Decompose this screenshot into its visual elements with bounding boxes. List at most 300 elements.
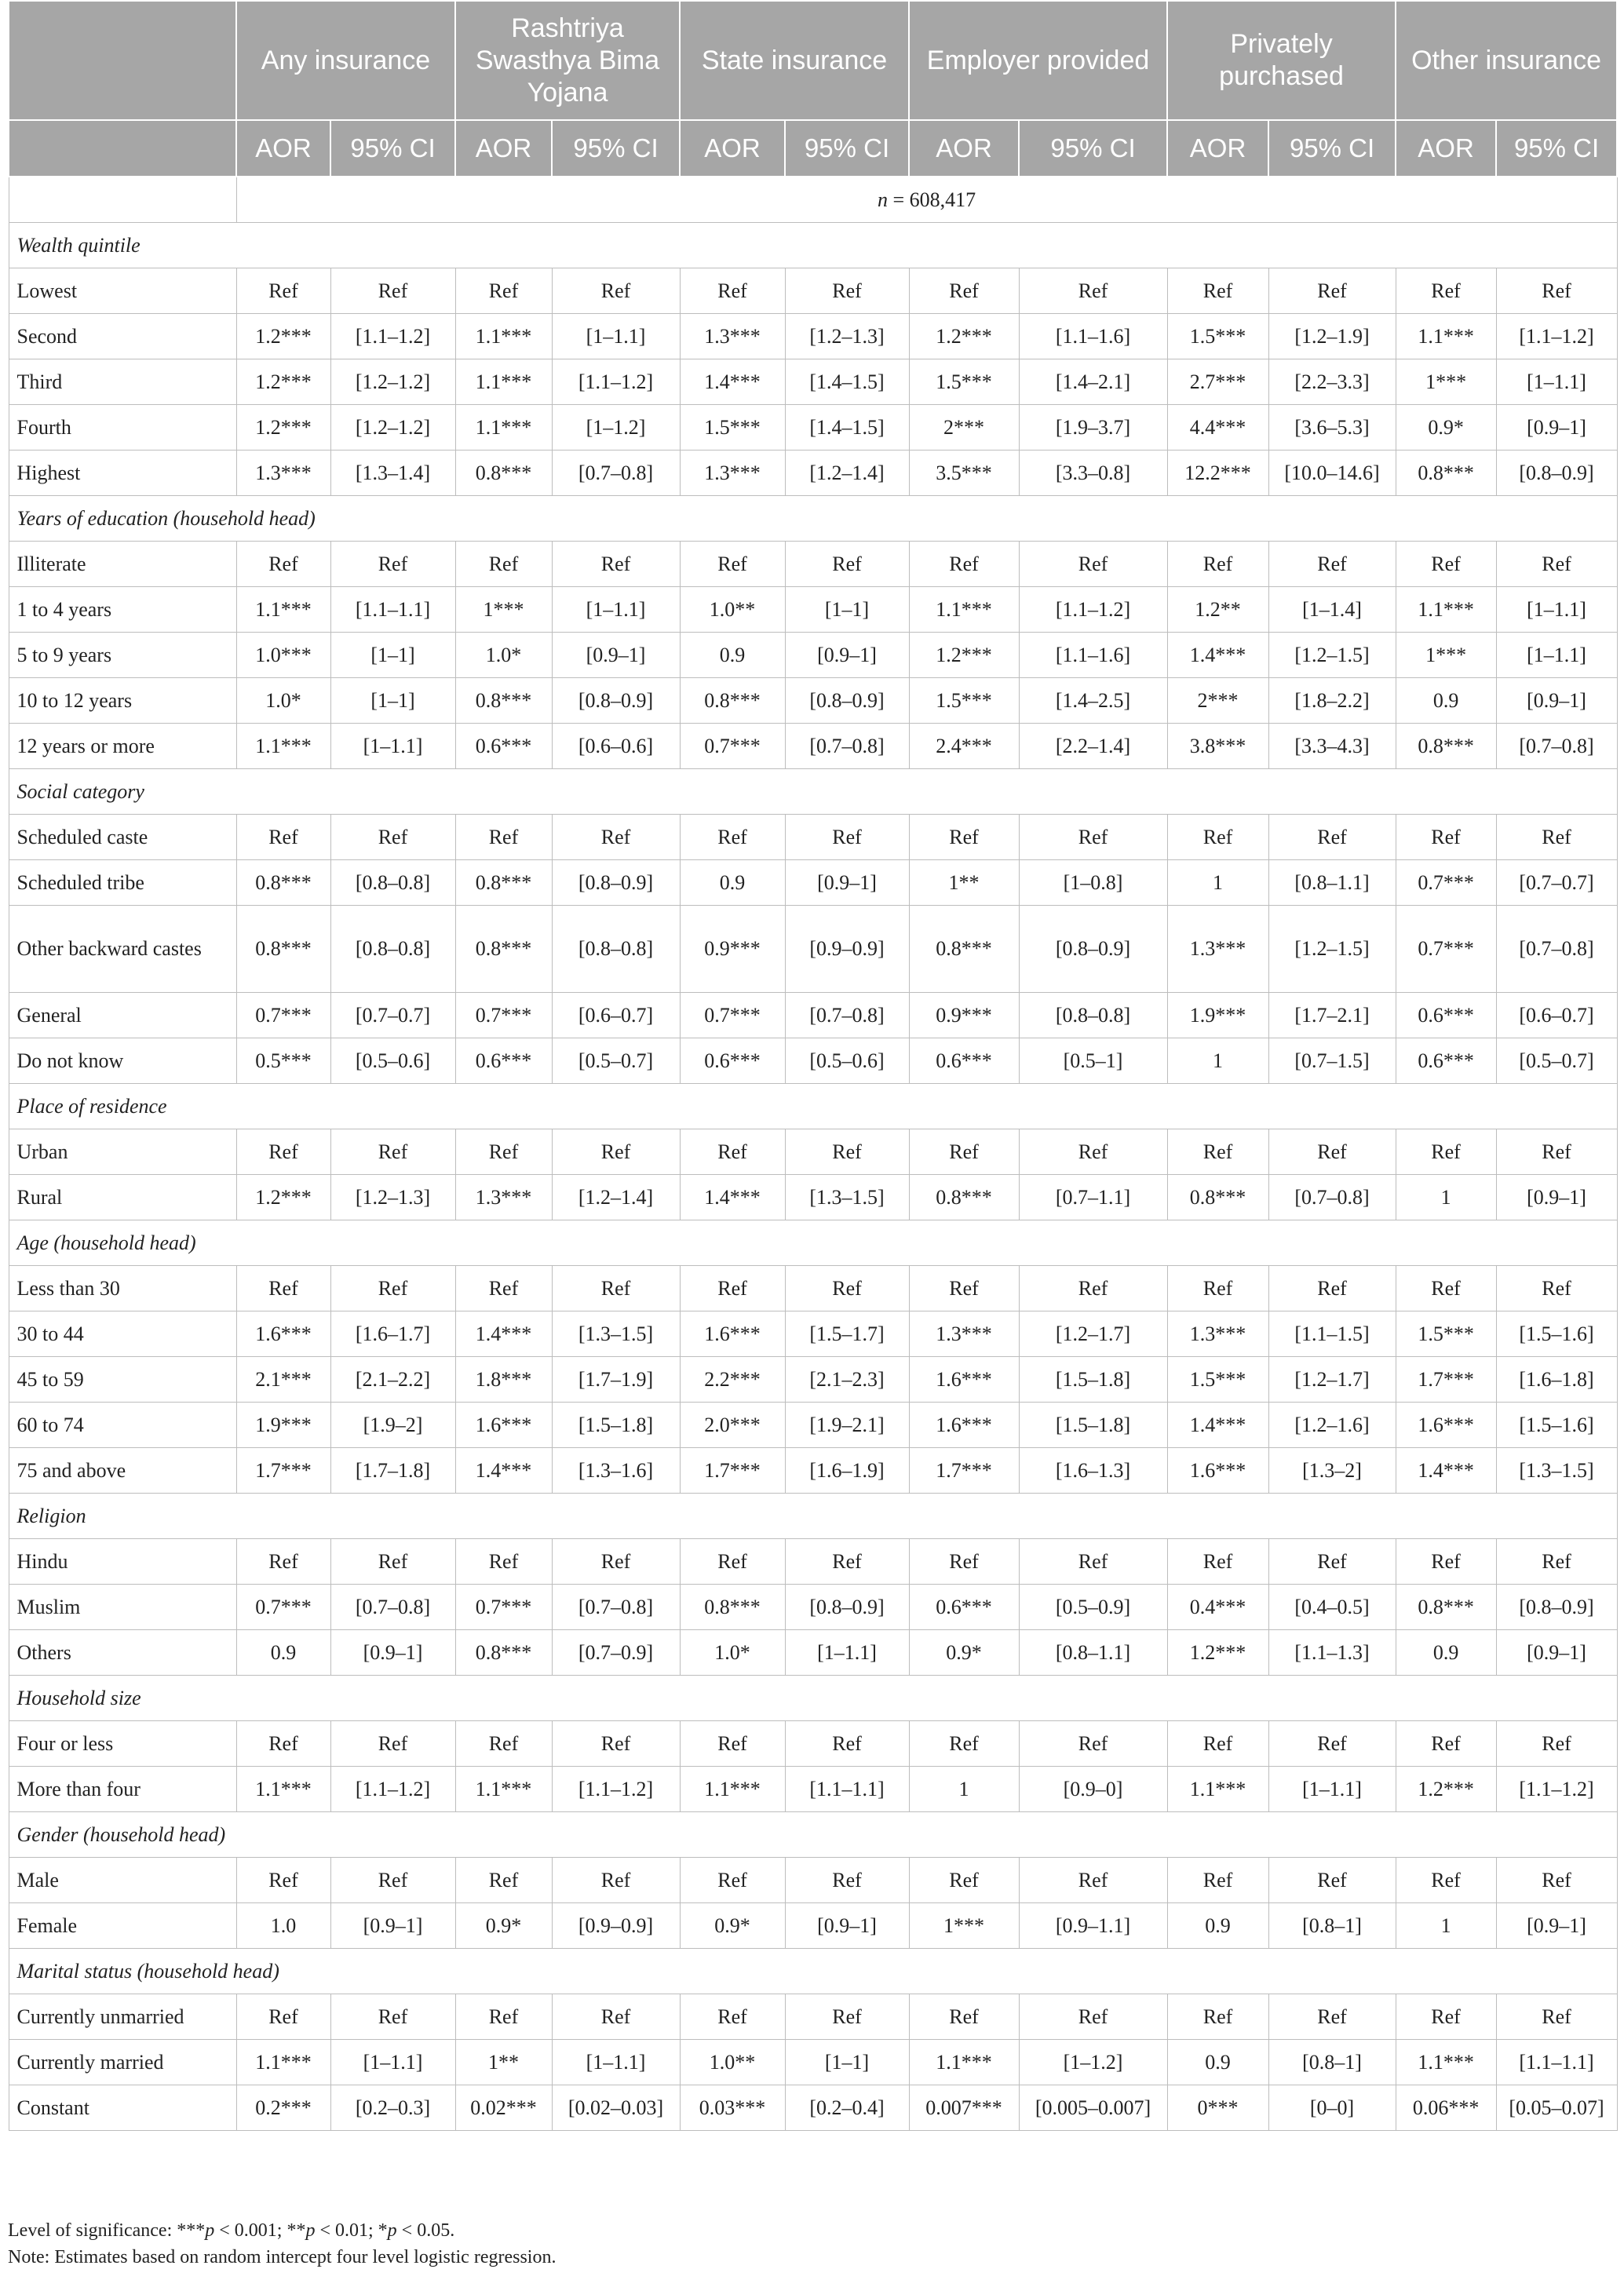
ci-cell: Ref [1268, 815, 1396, 860]
ci-cell: [1.1–1.1] [330, 587, 455, 633]
sample-size [236, 177, 1617, 223]
aor-cell: 1.1*** [455, 1767, 552, 1812]
table-row [9, 2040, 1617, 2085]
ci-cell: Ref [1268, 1858, 1396, 1903]
aor-cell: Ref [1167, 815, 1268, 860]
ci-cell: [2.2–1.4] [1019, 724, 1167, 769]
row-label: Third [9, 359, 236, 405]
table-row [9, 906, 1617, 993]
ci-cell: [1.3–1.5] [785, 1175, 909, 1220]
ci-cell: [0.005–0.007] [1019, 2085, 1167, 2131]
ci-cell: [0.7–0.7] [330, 993, 455, 1038]
aor-cell: 1.1*** [1396, 587, 1496, 633]
category-header: Privately purchased [1167, 1, 1396, 120]
ci-cell: [0.7–0.8] [785, 724, 909, 769]
ci-cell: [1.3–2] [1268, 1448, 1396, 1494]
aor-cell: 0.2*** [236, 2085, 330, 2131]
aor-cell: 1.4*** [455, 1448, 552, 1494]
n-value: = 608,417 [887, 188, 976, 211]
ci-cell: [1.1–1.2] [552, 359, 680, 405]
significance-note: Level of significance: ***p < 0.001; **p < 0.01; *p < 0.05. [8, 2220, 455, 2241]
ci-cell: Ref [1268, 542, 1396, 587]
aor-cell: 0.9 [1396, 678, 1496, 724]
aor-cell: 0.7*** [455, 1585, 552, 1630]
table-body [9, 177, 1617, 2131]
ci-cell: [1.9–2.1] [785, 1403, 909, 1448]
ci-header: 95% CI [1019, 120, 1167, 177]
ci-cell: Ref [785, 1858, 909, 1903]
ci-cell: [0.8–0.9] [785, 678, 909, 724]
aor-cell: Ref [1167, 542, 1268, 587]
ci-cell: Ref [785, 815, 909, 860]
aor-cell: Ref [680, 815, 785, 860]
aor-cell: 1 [1167, 1038, 1268, 1084]
ci-cell: [1.4–2.1] [1019, 359, 1167, 405]
aor-cell: Ref [455, 1539, 552, 1585]
ci-cell: Ref [1496, 1721, 1617, 1767]
table-row [9, 1630, 1617, 1676]
table-row [9, 815, 1617, 860]
aor-cell: 1.6*** [680, 1311, 785, 1357]
aor-cell: Ref [909, 1129, 1019, 1175]
ci-cell: [0.8–0.9] [1019, 906, 1167, 993]
aor-cell: 0.007*** [909, 2085, 1019, 2131]
aor-cell: Ref [1167, 1539, 1268, 1585]
aor-cell: Ref [455, 542, 552, 587]
aor-cell: 0.6*** [909, 1585, 1019, 1630]
aor-cell: 0.9 [1396, 1630, 1496, 1676]
ci-cell: [0.8–0.8] [330, 860, 455, 906]
aor-cell: 0.9*** [909, 993, 1019, 1038]
ci-cell: [1.2–1.7] [1268, 1357, 1396, 1403]
aor-cell: Ref [236, 1858, 330, 1903]
ci-cell: [0.5–0.6] [330, 1038, 455, 1084]
aor-cell: 1.2*** [236, 405, 330, 451]
row-label: Other backward castes [9, 906, 236, 993]
ci-cell: [1.2–1.4] [785, 451, 909, 496]
ci-cell: [0.9–1] [785, 1903, 909, 1949]
ci-cell: [1.1–1.1] [785, 1767, 909, 1812]
ci-cell: [0.5–0.7] [1496, 1038, 1617, 1084]
ci-cell: [0.9–1] [330, 1903, 455, 1949]
row-label: Lowest [9, 268, 236, 314]
ci-cell: Ref [785, 1994, 909, 2040]
aor-cell: 1.6*** [909, 1357, 1019, 1403]
aor-cell: 1.1*** [236, 587, 330, 633]
section-row [9, 1494, 1617, 1539]
aor-cell: 1.8*** [455, 1357, 552, 1403]
ci-cell: [1.5–1.7] [785, 1311, 909, 1357]
ci-cell: Ref [330, 1721, 455, 1767]
aor-cell: 1.1*** [455, 405, 552, 451]
aor-cell: 0.8*** [455, 1630, 552, 1676]
ci-cell: Ref [785, 1266, 909, 1311]
aor-cell: 0.8*** [236, 860, 330, 906]
ci-cell: [0.7–0.8] [1496, 724, 1617, 769]
ci-cell: [0.6–0.7] [1496, 993, 1617, 1038]
corner-cell [9, 1, 236, 120]
method-note: Note: Estimates based on random intercept four level logistic regression. [8, 2247, 557, 2267]
ci-cell: Ref [1019, 1266, 1167, 1311]
aor-cell: Ref [680, 1994, 785, 2040]
aor-cell: 0.8*** [909, 906, 1019, 993]
ci-cell: [0.7–0.7] [1496, 860, 1617, 906]
ci-cell: [1.4–2.5] [1019, 678, 1167, 724]
aor-cell: 1.4*** [455, 1311, 552, 1357]
aor-cell: 1*** [1396, 633, 1496, 678]
section-heading: Years of education (household head) [9, 496, 1617, 542]
aor-header: AOR [1396, 120, 1496, 177]
aor-cell: 0.02*** [455, 2085, 552, 2131]
aor-cell: Ref [1396, 1994, 1496, 2040]
ci-cell: [0.9–1] [785, 633, 909, 678]
row-label: Currently unmarried [9, 1994, 236, 2040]
aor-cell: Ref [909, 1721, 1019, 1767]
aor-cell: 0.7*** [455, 993, 552, 1038]
aor-cell: Ref [455, 1994, 552, 2040]
aor-cell: 0.06*** [1396, 2085, 1496, 2131]
row-label: General [9, 993, 236, 1038]
aor-cell: Ref [455, 815, 552, 860]
aor-cell: Ref [1396, 1266, 1496, 1311]
aor-cell: 1*** [1396, 359, 1496, 405]
ci-cell: Ref [1019, 268, 1167, 314]
aor-cell: 1.3*** [455, 1175, 552, 1220]
aor-cell: 0.9 [236, 1630, 330, 1676]
ci-cell: Ref [552, 815, 680, 860]
ci-cell: Ref [1496, 1994, 1617, 2040]
aor-header: AOR [1167, 120, 1268, 177]
row-label: Urban [9, 1129, 236, 1175]
ci-cell: [0.8–0.9] [552, 860, 680, 906]
table-row [9, 1129, 1617, 1175]
ci-cell: Ref [330, 1266, 455, 1311]
ci-cell: [0.6–0.6] [552, 724, 680, 769]
aor-cell: 0.8*** [1396, 724, 1496, 769]
ci-cell: Ref [785, 542, 909, 587]
section-heading: Social category [9, 769, 1617, 815]
table-row [9, 587, 1617, 633]
ci-cell: [0.9–0.9] [552, 1903, 680, 1949]
ci-cell: [2.1–2.3] [785, 1357, 909, 1403]
table-header [9, 1, 1617, 177]
aor-cell: 0.7*** [680, 993, 785, 1038]
ci-cell: [0.8–1.1] [1019, 1630, 1167, 1676]
ci-cell: [0.9–0.9] [785, 906, 909, 993]
ci-cell: [3.3–0.8] [1019, 451, 1167, 496]
aor-cell: Ref [909, 1266, 1019, 1311]
ci-cell: Ref [1496, 1129, 1617, 1175]
ci-cell: [2.2–3.3] [1268, 359, 1396, 405]
ci-cell: [0.9–1] [1496, 1903, 1617, 1949]
table-row [9, 633, 1617, 678]
aor-cell: 0.7*** [680, 724, 785, 769]
aor-cell: 0.8*** [455, 860, 552, 906]
aor-cell: Ref [680, 542, 785, 587]
ci-cell: [0.8–0.8] [1019, 993, 1167, 1038]
aor-cell: 1.1*** [236, 724, 330, 769]
ci-cell: [1.3–1.5] [552, 1311, 680, 1357]
aor-cell: 1.4*** [680, 359, 785, 405]
aor-cell: Ref [1396, 542, 1496, 587]
ci-cell: Ref [552, 1721, 680, 1767]
table-row [9, 314, 1617, 359]
aor-cell: 3.8*** [1167, 724, 1268, 769]
aor-cell: 1.5*** [680, 405, 785, 451]
aor-cell: 1.5*** [1396, 1311, 1496, 1357]
table-row [9, 1357, 1617, 1403]
aor-cell: 0.7*** [236, 993, 330, 1038]
ci-cell: Ref [1019, 1539, 1167, 1585]
ci-cell: Ref [1496, 815, 1617, 860]
aor-cell: 0.5*** [236, 1038, 330, 1084]
aor-cell: Ref [1396, 1858, 1496, 1903]
ci-cell: Ref [1019, 1994, 1167, 2040]
ci-cell: [0.9–1] [330, 1630, 455, 1676]
aor-cell: 0.9* [1396, 405, 1496, 451]
category-header: Any insurance [236, 1, 455, 120]
aor-cell: Ref [680, 1858, 785, 1903]
aor-cell: 2.4*** [909, 724, 1019, 769]
ci-cell: [10.0–14.6] [1268, 451, 1396, 496]
aor-cell: Ref [909, 1858, 1019, 1903]
aor-cell: 0.8*** [455, 451, 552, 496]
row-label: Rural [9, 1175, 236, 1220]
row-label: Second [9, 314, 236, 359]
row-label: Constant [9, 2085, 236, 2131]
ci-cell: [0.9–0] [1019, 1767, 1167, 1812]
table-row [9, 1311, 1617, 1357]
ci-cell: [0.05–0.07] [1496, 2085, 1617, 2131]
ci-cell: [1.1–1.2] [1019, 587, 1167, 633]
ci-cell: [1–1] [785, 587, 909, 633]
ci-cell: Ref [552, 1858, 680, 1903]
ci-cell: Ref [1496, 1858, 1617, 1903]
ci-cell: [0.8–0.9] [1496, 451, 1617, 496]
aor-cell: Ref [455, 1858, 552, 1903]
aor-cell: 0.7*** [236, 1585, 330, 1630]
table-row [9, 1175, 1617, 1220]
aor-cell: 1.1*** [455, 359, 552, 405]
table-row [9, 1767, 1617, 1812]
aor-cell: 0.7*** [1396, 860, 1496, 906]
row-label: Four or less [9, 1721, 236, 1767]
ci-cell: [1–1.1] [552, 314, 680, 359]
sample-size-row [9, 177, 1617, 223]
ci-cell: [1–1.1] [552, 2040, 680, 2085]
ci-cell: Ref [552, 1539, 680, 1585]
ci-cell: [1.1–1.3] [1268, 1630, 1396, 1676]
aor-cell: 0.7*** [1396, 906, 1496, 993]
aor-cell: 2*** [909, 405, 1019, 451]
category-header: Employer provided [909, 1, 1167, 120]
aor-cell: 0.9* [909, 1630, 1019, 1676]
ci-cell: [1.7–2.1] [1268, 993, 1396, 1038]
aor-cell: 1.7*** [680, 1448, 785, 1494]
section-heading: Age (household head) [9, 1220, 1617, 1266]
aor-cell: 1.0*** [236, 633, 330, 678]
ci-cell: [0.8–0.8] [552, 906, 680, 993]
ci-cell: [1.7–1.8] [330, 1448, 455, 1494]
aor-cell: Ref [1167, 1129, 1268, 1175]
row-label: Less than 30 [9, 1266, 236, 1311]
ci-cell: [1–1.2] [1019, 2040, 1167, 2085]
ci-cell: [0.7–0.8] [1268, 1175, 1396, 1220]
aor-cell: 1.1*** [236, 1767, 330, 1812]
aor-cell: 2*** [1167, 678, 1268, 724]
corner-cell [9, 120, 236, 177]
ci-cell: [1.4–1.5] [785, 405, 909, 451]
ci-cell: Ref [330, 815, 455, 860]
ci-cell: Ref [330, 1539, 455, 1585]
row-label: Highest [9, 451, 236, 496]
aor-cell: 1.6*** [455, 1403, 552, 1448]
ci-cell: Ref [1496, 268, 1617, 314]
aor-cell: Ref [909, 268, 1019, 314]
ci-cell: [1–1.2] [552, 405, 680, 451]
aor-cell: 0.6*** [455, 1038, 552, 1084]
aor-cell: 0.6*** [1396, 1038, 1496, 1084]
aor-cell: Ref [680, 268, 785, 314]
row-label: Female [9, 1903, 236, 1949]
row-label: Hindu [9, 1539, 236, 1585]
aor-cell: 1.4*** [680, 1175, 785, 1220]
ci-cell: [1.3–1.6] [552, 1448, 680, 1494]
aor-cell: 0.8*** [680, 1585, 785, 1630]
ci-cell: [1–0.8] [1019, 860, 1167, 906]
ci-cell: [1.2–1.4] [552, 1175, 680, 1220]
ci-cell: [0.7–0.8] [552, 451, 680, 496]
aor-cell: 0.8*** [455, 906, 552, 993]
ci-cell: Ref [1496, 542, 1617, 587]
aor-cell: Ref [236, 1994, 330, 2040]
aor-cell: 0.4*** [1167, 1585, 1268, 1630]
ci-cell: [1.2–1.5] [1268, 906, 1396, 993]
ci-cell: [1.1–1.2] [1496, 1767, 1617, 1812]
table-notes [8, 2217, 556, 2271]
aor-cell: 0*** [1167, 2085, 1268, 2131]
ci-cell: [0.5–0.7] [552, 1038, 680, 1084]
ci-cell: [0.5–1] [1019, 1038, 1167, 1084]
ci-cell: [1.5–1.6] [1496, 1403, 1617, 1448]
ci-cell: [1–1.1] [1268, 1767, 1396, 1812]
ci-cell: [1.3–1.5] [1496, 1448, 1617, 1494]
table-row [9, 1721, 1617, 1767]
aor-cell: Ref [1396, 1129, 1496, 1175]
ci-cell: [1–1] [330, 678, 455, 724]
aor-cell: 1.3*** [1167, 1311, 1268, 1357]
aor-cell: 1.7*** [236, 1448, 330, 1494]
ci-cell: [1–1.1] [1496, 633, 1617, 678]
ci-cell: Ref [552, 1266, 680, 1311]
aor-header: AOR [236, 120, 330, 177]
aor-cell: Ref [909, 1994, 1019, 2040]
aor-cell: Ref [680, 1721, 785, 1767]
ci-cell: [0.8–0.9] [1496, 1585, 1617, 1630]
aor-cell: 1.2*** [1167, 1630, 1268, 1676]
ci-cell: [1.1–1.6] [1019, 314, 1167, 359]
aor-header: AOR [680, 120, 785, 177]
ci-cell: Ref [785, 1721, 909, 1767]
table-row [9, 678, 1617, 724]
table-row [9, 542, 1617, 587]
aor-cell: 1.1*** [909, 2040, 1019, 2085]
ci-cell: [1–1.4] [1268, 587, 1396, 633]
aor-cell: 1.2*** [236, 1175, 330, 1220]
category-header: Rashtriya Swasthya Bima Yojana [455, 1, 680, 120]
ci-header: 95% CI [330, 120, 455, 177]
row-label: Male [9, 1858, 236, 1903]
ci-cell: [0.8–1] [1268, 1903, 1396, 1949]
ci-cell: [1.7–1.9] [552, 1357, 680, 1403]
aor-cell: 0.8*** [1396, 1585, 1496, 1630]
ci-cell: Ref [1019, 1721, 1167, 1767]
aor-cell: 0.8*** [236, 906, 330, 993]
row-label: Currently married [9, 2040, 236, 2085]
ci-cell: [0.7–0.8] [552, 1585, 680, 1630]
section-heading: Household size [9, 1676, 1617, 1721]
aor-cell: 0.9 [680, 860, 785, 906]
aor-cell: 1.9*** [236, 1403, 330, 1448]
ci-cell: [1.1–1.6] [1019, 633, 1167, 678]
ci-cell: Ref [330, 1858, 455, 1903]
aor-cell: Ref [680, 1539, 785, 1585]
aor-cell: 1.2*** [236, 314, 330, 359]
ci-cell: Ref [1268, 1721, 1396, 1767]
ci-cell: [0.6–0.7] [552, 993, 680, 1038]
aor-cell: 1.5*** [1167, 1357, 1268, 1403]
aor-cell: Ref [1396, 1721, 1496, 1767]
aor-cell: 0.8*** [455, 678, 552, 724]
aor-cell: Ref [1396, 1539, 1496, 1585]
ci-cell: [1.6–1.3] [1019, 1448, 1167, 1494]
ci-cell: Ref [1496, 1266, 1617, 1311]
aor-cell: 1.1*** [236, 2040, 330, 2085]
ci-cell: Ref [330, 1994, 455, 2040]
ci-cell: [1.2–1.2] [330, 405, 455, 451]
aor-cell: 0.9 [680, 633, 785, 678]
aor-cell: Ref [455, 1721, 552, 1767]
aor-cell: 1.6*** [236, 1311, 330, 1357]
category-header: State insurance [680, 1, 909, 120]
row-label: 75 and above [9, 1448, 236, 1494]
aor-cell: 1*** [909, 1903, 1019, 1949]
ci-cell: [1–1] [785, 2040, 909, 2085]
ci-cell: [0.9–1] [1496, 1630, 1617, 1676]
aor-cell: 1.0** [680, 587, 785, 633]
ci-cell: Ref [785, 268, 909, 314]
ci-header: 95% CI [785, 120, 909, 177]
ci-cell: [0.9–1] [552, 633, 680, 678]
ci-cell: Ref [330, 542, 455, 587]
table-row [9, 2085, 1617, 2131]
aor-cell: 0.9* [680, 1903, 785, 1949]
ci-cell: Ref [1019, 1858, 1167, 1903]
aor-cell: 1.4*** [1167, 633, 1268, 678]
ci-cell: [0.5–0.9] [1019, 1585, 1167, 1630]
aor-cell: 1.5*** [909, 359, 1019, 405]
aor-cell: 1.3*** [1167, 906, 1268, 993]
aor-cell: 1.3*** [680, 451, 785, 496]
aor-cell: 1.1*** [1396, 2040, 1496, 2085]
table-row [9, 1038, 1617, 1084]
aor-cell: 1.5*** [909, 678, 1019, 724]
ci-cell: [1.2–1.2] [330, 359, 455, 405]
aor-cell: 2.7*** [1167, 359, 1268, 405]
ci-cell: [2.1–2.2] [330, 1357, 455, 1403]
ci-cell: Ref [330, 268, 455, 314]
ci-cell: Ref [1019, 1129, 1167, 1175]
